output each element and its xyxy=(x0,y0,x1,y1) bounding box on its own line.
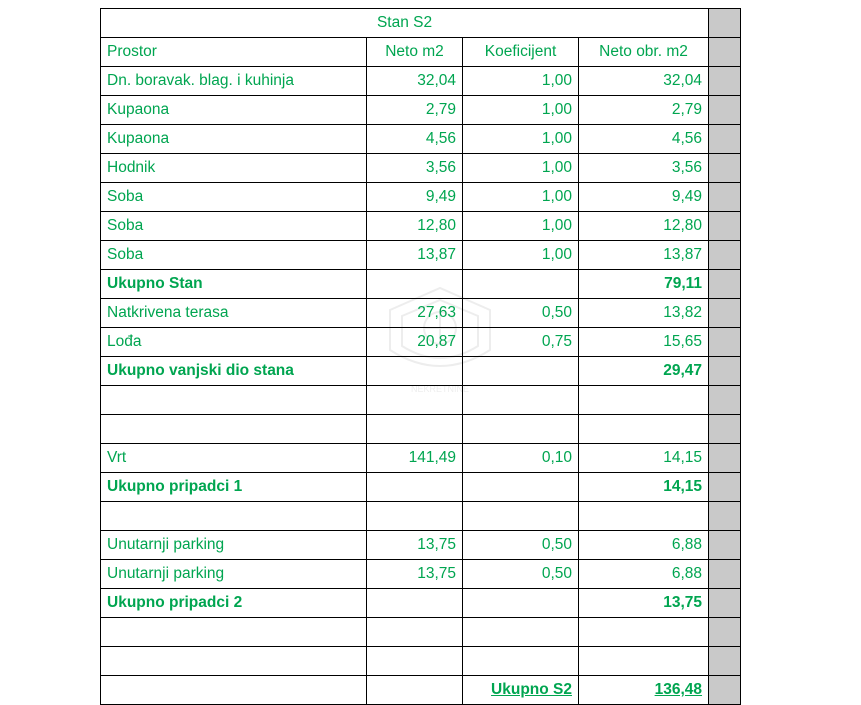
gutter-cell xyxy=(709,647,741,676)
row-label: Unutarnji parking xyxy=(101,531,367,560)
row-neto xyxy=(367,473,463,502)
row-neto-obr: 14,15 xyxy=(579,473,709,502)
gutter-cell xyxy=(709,386,741,415)
row-neto-obr: 79,11 xyxy=(579,270,709,299)
table-title-row xyxy=(101,9,741,38)
table-total-row xyxy=(101,676,741,705)
table-row xyxy=(101,328,741,357)
row-koeficijent: 1,00 xyxy=(463,212,579,241)
table-row xyxy=(101,560,741,589)
row-neto: 12,80 xyxy=(367,212,463,241)
row-koeficijent: 1,00 xyxy=(463,154,579,183)
row-label xyxy=(101,647,367,676)
row-label xyxy=(101,618,367,647)
table-row xyxy=(101,299,741,328)
svg-text:NEKRETNINE: NEKRETNINE xyxy=(410,384,470,394)
row-neto xyxy=(367,270,463,299)
column-header-koeficijent: Koeficijent xyxy=(463,38,579,67)
table-row xyxy=(101,212,741,241)
row-label: Dn. boravak. blag. i kuhinja xyxy=(101,67,367,96)
gutter-cell xyxy=(709,473,741,502)
row-neto: 3,56 xyxy=(367,154,463,183)
row-neto-obr: 15,65 xyxy=(579,328,709,357)
row-label: Unutarnji parking xyxy=(101,560,367,589)
gutter-cell xyxy=(709,589,741,618)
row-neto-obr xyxy=(579,647,709,676)
table-body xyxy=(101,9,741,705)
row-label: Soba xyxy=(101,212,367,241)
gutter-cell xyxy=(709,9,741,38)
row-label: Soba xyxy=(101,241,367,270)
gutter-cell xyxy=(709,415,741,444)
gutter-cell xyxy=(709,183,741,212)
row-koeficijent xyxy=(463,473,579,502)
row-neto-obr: 14,15 xyxy=(579,444,709,473)
row-neto: 2,79 xyxy=(367,96,463,125)
sheet-title: Stan S2 xyxy=(101,9,709,38)
gutter-cell xyxy=(709,125,741,154)
row-label xyxy=(101,386,367,415)
gutter-cell xyxy=(709,241,741,270)
table-row xyxy=(101,473,741,502)
row-neto-obr xyxy=(579,415,709,444)
row-neto-obr: 4,56 xyxy=(579,125,709,154)
row-neto-obr xyxy=(579,618,709,647)
row-neto: 27,63 xyxy=(367,299,463,328)
gutter-cell xyxy=(709,444,741,473)
row-label: Soba xyxy=(101,183,367,212)
row-neto-obr: 13,82 xyxy=(579,299,709,328)
table-row xyxy=(101,241,741,270)
row-koeficijent: 1,00 xyxy=(463,125,579,154)
table-row xyxy=(101,618,741,647)
table-row xyxy=(101,444,741,473)
table-row xyxy=(101,270,741,299)
table-row xyxy=(101,125,741,154)
column-header-prostor: Prostor xyxy=(101,38,367,67)
row-neto xyxy=(367,386,463,415)
row-koeficijent: 1,00 xyxy=(463,241,579,270)
table-row xyxy=(101,502,741,531)
row-koeficijent xyxy=(463,647,579,676)
row-koeficijent xyxy=(463,357,579,386)
row-neto-obr: 29,47 xyxy=(579,357,709,386)
row-label: Ukupno vanjski dio stana xyxy=(101,357,367,386)
row-neto-obr: 12,80 xyxy=(579,212,709,241)
row-neto-obr: 3,56 xyxy=(579,154,709,183)
row-neto-obr: 2,79 xyxy=(579,96,709,125)
row-koeficijent: 0,50 xyxy=(463,531,579,560)
row-neto: 9,49 xyxy=(367,183,463,212)
table-row xyxy=(101,154,741,183)
column-header-neto-obr: Neto obr. m2 xyxy=(579,38,709,67)
row-label: Natkrivena terasa xyxy=(101,299,367,328)
row-neto-obr: 32,04 xyxy=(579,67,709,96)
gutter-cell xyxy=(709,38,741,67)
row-koeficijent xyxy=(463,502,579,531)
column-header-neto: Neto m2 xyxy=(367,38,463,67)
gutter-cell xyxy=(709,676,741,705)
spreadsheet-area xyxy=(100,8,740,705)
table-row xyxy=(101,96,741,125)
row-label xyxy=(101,502,367,531)
table-header-row xyxy=(101,38,741,67)
total-empty-label xyxy=(101,676,367,705)
row-koeficijent: 1,00 xyxy=(463,96,579,125)
gutter-cell xyxy=(709,531,741,560)
total-value: 136,48 xyxy=(579,676,709,705)
table-row xyxy=(101,183,741,212)
gutter-cell xyxy=(709,96,741,125)
row-label xyxy=(101,415,367,444)
gutter-cell xyxy=(709,67,741,96)
row-label: Lođa xyxy=(101,328,367,357)
row-neto: 13,75 xyxy=(367,531,463,560)
table-row xyxy=(101,386,741,415)
row-neto: 20,87 xyxy=(367,328,463,357)
row-neto-obr xyxy=(579,502,709,531)
total-empty-neto xyxy=(367,676,463,705)
row-neto: 32,04 xyxy=(367,67,463,96)
row-label: Vrt xyxy=(101,444,367,473)
total-label: Ukupno S2 xyxy=(463,676,579,705)
table-row xyxy=(101,531,741,560)
table-row xyxy=(101,67,741,96)
row-koeficijent xyxy=(463,618,579,647)
row-neto xyxy=(367,502,463,531)
apartment-table xyxy=(100,8,741,705)
table-row xyxy=(101,589,741,618)
row-koeficijent xyxy=(463,589,579,618)
row-koeficijent xyxy=(463,270,579,299)
row-label: Hodnik xyxy=(101,154,367,183)
row-neto: 13,87 xyxy=(367,241,463,270)
row-neto: 141,49 xyxy=(367,444,463,473)
table-row xyxy=(101,647,741,676)
row-koeficijent xyxy=(463,415,579,444)
gutter-cell xyxy=(709,270,741,299)
row-koeficijent: 0,75 xyxy=(463,328,579,357)
row-neto-obr xyxy=(579,386,709,415)
row-neto xyxy=(367,618,463,647)
row-label: Kupaona xyxy=(101,125,367,154)
row-koeficijent: 0,50 xyxy=(463,560,579,589)
row-label: Ukupno pripadci 2 xyxy=(101,589,367,618)
table-row xyxy=(101,415,741,444)
row-neto-obr: 9,49 xyxy=(579,183,709,212)
row-neto: 13,75 xyxy=(367,560,463,589)
row-neto xyxy=(367,589,463,618)
row-neto-obr: 6,88 xyxy=(579,531,709,560)
row-neto: 4,56 xyxy=(367,125,463,154)
table-row xyxy=(101,357,741,386)
gutter-cell xyxy=(709,328,741,357)
row-neto-obr: 13,87 xyxy=(579,241,709,270)
gutter-cell xyxy=(709,502,741,531)
gutter-cell xyxy=(709,299,741,328)
gutter-cell xyxy=(709,212,741,241)
row-neto-obr: 13,75 xyxy=(579,589,709,618)
row-label: Ukupno pripadci 1 xyxy=(101,473,367,502)
row-label: Ukupno Stan xyxy=(101,270,367,299)
gutter-cell xyxy=(709,154,741,183)
row-neto-obr: 6,88 xyxy=(579,560,709,589)
row-koeficijent: 0,10 xyxy=(463,444,579,473)
row-neto xyxy=(367,415,463,444)
row-neto xyxy=(367,357,463,386)
row-neto xyxy=(367,647,463,676)
gutter-cell xyxy=(709,560,741,589)
row-koeficijent: 1,00 xyxy=(463,183,579,212)
row-koeficijent: 1,00 xyxy=(463,67,579,96)
row-koeficijent: 0,50 xyxy=(463,299,579,328)
gutter-cell xyxy=(709,357,741,386)
gutter-cell xyxy=(709,618,741,647)
row-label: Kupaona xyxy=(101,96,367,125)
row-koeficijent xyxy=(463,386,579,415)
